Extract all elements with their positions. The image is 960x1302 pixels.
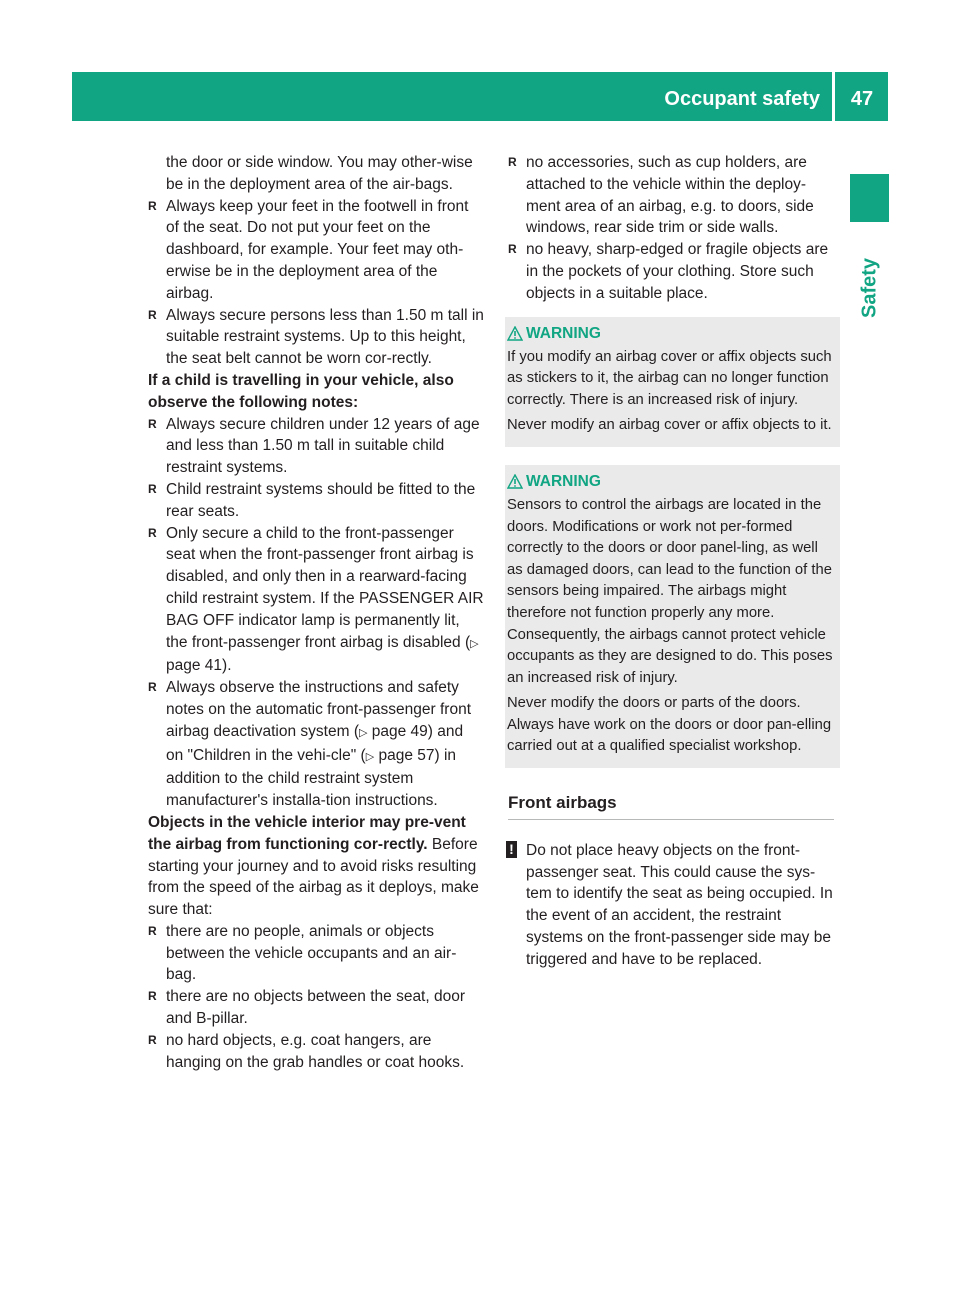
warning-heading: [507, 471, 836, 493]
list-item: R Always keep your feet in the footwell in front of the seat. Do not put your feet on the dashboard, for example. Your feet may oth-erwise be in the deployment area of the airbag.: [148, 196, 484, 305]
list-item: R there are no objects between the seat, door and B-pillar.: [148, 986, 484, 1030]
side-tab-marker: [850, 174, 889, 222]
note-text: Do not place heavy objects on the front-passenger seat. This could cause the sys-tem to identify the seat as being occupied. In the event of an accident, the restraint systems on the front-passenger side may be triggered and have to be replaced.: [526, 841, 833, 968]
page-reference-link[interactable]: page 41: [166, 657, 223, 675]
list-item-text: Only secure a child to the front-passenger seat when the front-passenger front airbag is disabled, and only then in a rearward-facing child restraint system. If the PASSENGER AIR BAG OFF indicator lamp is permanently lit, the front-passenger front airbag is disabled (: [166, 524, 484, 651]
section-heading: Front airbags: [508, 792, 834, 820]
list-item: [148, 523, 484, 678]
warning-box: [505, 465, 840, 768]
page-ref-arrow-icon: ▷: [365, 750, 375, 763]
bold-lead-in: Objects in the vehicle interior may pre-vent the airbag from functioning cor-rectly.: [148, 813, 466, 853]
list-item: R no heavy, sharp-edged or fragile objects are in the pockets of your clothing. Store such objects in a suitable place.: [508, 239, 834, 304]
warning-box: [505, 317, 840, 447]
list-item: [148, 677, 484, 812]
side-tab-label: Safety: [858, 257, 881, 319]
warning-triangle-icon: [507, 474, 523, 489]
page-number: 47: [850, 88, 874, 110]
paragraph-text: Before starting your journey and to avoid risks resulting from the speed of the airbag as it deploys, make sure that:: [148, 835, 479, 919]
header-divider: [832, 72, 835, 121]
page-ref-arrow-icon: ▷: [470, 637, 479, 650]
list-item-text: ) and on "Children in the vehi-cle" (: [166, 722, 464, 764]
list-item: R Child restraint systems should be fitted to the rear seats.: [148, 479, 484, 523]
warning-heading: [507, 323, 836, 345]
continued-text: the door or side window. You may other-wise be in the deployment area of the air-bags.: [166, 154, 473, 193]
list-item: R Always secure persons less than 1.50 m tall in suitable restraint systems. Up to this height, the seat belt cannot be worn cor-rectly.: [148, 305, 484, 370]
warning-text: Never modify the doors or parts of the doors. Always have work on the doors or door pan-elling carried out at a qualified specialist workshop.: [507, 695, 832, 755]
page-ref-arrow-icon: ▷: [358, 726, 368, 739]
warning-text: Sensors to control the airbags are located in the doors. Modifications or work not per-formed correctly to the doors or door panel-ling, as well as damaged doors, can lead to the function of the sensors being impaired. The airbags might therefore not function properly any more. Consequently, the airbags cannot protect vehicle occupants as they are designed to do. This poses an increased risk of injury.: [507, 496, 833, 686]
list-item: R there are no people, animals or objects between the vehicle occupants and an air-bag.: [148, 921, 484, 986]
paragraph: [148, 812, 484, 921]
list-item-text: ) in addition to the child restraint system manufacturer's installa-tion instructions.: [166, 746, 457, 810]
subheading: If a child is travelling in your vehicle, also observe the following notes:: [148, 371, 454, 411]
left-column: [148, 152, 484, 1073]
note-item: [508, 840, 834, 971]
warning-triangle-icon: [507, 326, 523, 341]
warning-text: Never modify an airbag cover or affix objects to it.: [507, 417, 832, 434]
warning-title: WARNING: [526, 472, 601, 490]
list-item-text: Always observe the instructions and safety notes on the automatic front-passenger front airbag deactivation system (: [166, 679, 472, 740]
warning-text: If you modify an airbag cover or affix objects such as stickers to it, the airbag can no longer function correctly. There is an increased risk of injury.: [507, 348, 832, 408]
header-bar: [72, 72, 888, 121]
exclamation-icon: !: [506, 841, 517, 858]
list-item-text-end: ).: [222, 657, 232, 675]
list-item: R no hard objects, e.g. coat hangers, are hanging on the grab handles or coat hooks.: [148, 1030, 484, 1074]
section-header-title: Occupant safety: [664, 88, 820, 110]
list-item: R Always secure children under 12 years of age and less than 1.50 m tall in suitable child restraint systems.: [148, 414, 484, 479]
page-reference-link[interactable]: page 57: [378, 746, 435, 764]
page-reference-link[interactable]: page 49: [371, 722, 428, 740]
warning-title: WARNING: [526, 324, 601, 342]
right-column: [508, 152, 834, 971]
list-item: R no accessories, such as cup holders, are attached to the vehicle within the deploy-ment area of an airbag, e.g. to doors, side windows, rear side trim or side walls.: [508, 152, 834, 239]
